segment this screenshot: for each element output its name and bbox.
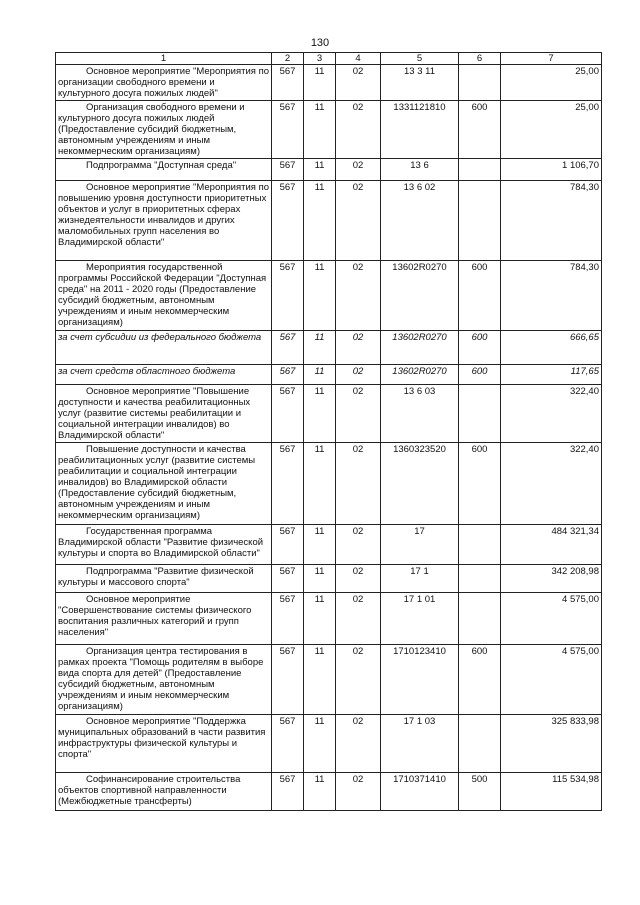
page-number: 130 (310, 37, 330, 49)
expense-type (459, 181, 501, 261)
section-code: 567 (272, 525, 304, 565)
table-row (56, 525, 602, 565)
section-code: 567 (272, 331, 304, 365)
row-name-text: Подпрограмма "Доступная среда" (86, 160, 237, 171)
subsection2-code: 02 (336, 565, 381, 593)
row-name-text: за счет средств областного бюджета (58, 366, 236, 377)
expense-type (459, 715, 501, 773)
row-name (56, 773, 272, 811)
subsection-code: 11 (304, 159, 336, 181)
row-name-text: Подпрограмма "Развитие физической культуры и массового спорта" (58, 566, 254, 588)
row-name (56, 65, 272, 101)
table-row (56, 159, 602, 181)
table-row (56, 261, 602, 331)
subsection2-code: 02 (336, 593, 381, 645)
row-name (56, 715, 272, 773)
section-code: 567 (272, 101, 304, 159)
table-row (56, 365, 602, 385)
row-name (56, 593, 272, 645)
header-row (56, 53, 602, 65)
table-row (56, 181, 602, 261)
section-code: 567 (272, 159, 304, 181)
amount: 784,30 (501, 181, 602, 261)
target-code: 1710123410 (381, 645, 459, 715)
subsection-code: 11 (304, 715, 336, 773)
section-code: 567 (272, 365, 304, 385)
target-code: 13 6 03 (381, 385, 459, 443)
amount: 1 106,70 (501, 159, 602, 181)
amount: 322,40 (501, 385, 602, 443)
subsection2-code: 02 (336, 261, 381, 331)
header-col-1: 1 (56, 53, 272, 65)
subsection-code: 11 (304, 565, 336, 593)
row-name-text: Организация центра тестирования в рамках проекта "Помощь родителям в выборе вида спорта для детей" (Предоставление субсидий бюджетным, автономным учреждениям и иным некоммерческим организациям) (58, 646, 264, 712)
subsection-code: 11 (304, 261, 336, 331)
subsection-code: 11 (304, 385, 336, 443)
row-name-text: за счет субсидии из федерального бюджета (58, 332, 262, 343)
subsection2-code: 02 (336, 385, 381, 443)
header-col-2: 2 (272, 53, 304, 65)
row-name (56, 101, 272, 159)
target-code: 13602R0270 (381, 365, 459, 385)
expense-type: 600 (459, 365, 501, 385)
table-row (56, 65, 602, 101)
subsection-code: 11 (304, 645, 336, 715)
header-col-6: 6 (459, 53, 501, 65)
header-col-4: 4 (336, 53, 381, 65)
row-name-text: Софинансирование строительства объектов спортивной направленности (Межбюджетные трансферты) (58, 774, 241, 807)
row-name-text: Государственная программа Владимирской области "Развитие физической культуры и спорта во Владимирской области" (58, 526, 264, 559)
target-code: 17 (381, 525, 459, 565)
expense-type: 600 (459, 331, 501, 365)
table-row (56, 101, 602, 159)
row-name (56, 159, 272, 181)
row-name (56, 365, 272, 385)
target-code: 13602R0270 (381, 261, 459, 331)
row-name (56, 331, 272, 365)
row-name (56, 443, 272, 525)
row-name-text: Повышение доступности и качества реабилитационных услуг (развитие системы реабилитации и социальной интеграции инвалидов) во Владимирской области (Предоставление субсидий бюджетным, автономным учреждениям и иным некоммерческим организациям) (58, 444, 256, 521)
amount: 4 575,00 (501, 593, 602, 645)
target-code: 17 1 03 (381, 715, 459, 773)
expense-type: 600 (459, 261, 501, 331)
subsection-code: 11 (304, 593, 336, 645)
section-code: 567 (272, 645, 304, 715)
subsection-code: 11 (304, 365, 336, 385)
amount: 666,65 (501, 331, 602, 365)
header-col-3: 3 (304, 53, 336, 65)
section-code: 567 (272, 773, 304, 811)
target-code: 1710371410 (381, 773, 459, 811)
subsection2-code: 02 (336, 525, 381, 565)
subsection2-code: 02 (336, 181, 381, 261)
row-name (56, 261, 272, 331)
section-code: 567 (272, 565, 304, 593)
row-name-text: Основное мероприятие "Повышение доступности и качества реабилитационных услуг (развитие системы реабилитации и социальной интеграции инвалидов) во Владимирской области" (58, 386, 251, 441)
table-row (56, 593, 602, 645)
section-code: 567 (272, 65, 304, 101)
amount: 4 575,00 (501, 645, 602, 715)
target-code: 13 6 02 (381, 181, 459, 261)
expense-type (459, 565, 501, 593)
subsection-code: 11 (304, 525, 336, 565)
target-code: 1360323520 (381, 443, 459, 525)
expense-type (459, 159, 501, 181)
section-code: 567 (272, 715, 304, 773)
expense-type (459, 593, 501, 645)
row-name (56, 565, 272, 593)
amount: 342 208,98 (501, 565, 602, 593)
expense-type (459, 385, 501, 443)
amount: 325 833,98 (501, 715, 602, 773)
subsection2-code: 02 (336, 101, 381, 159)
target-code: 17 1 01 (381, 593, 459, 645)
subsection-code: 11 (304, 773, 336, 811)
table-row (56, 565, 602, 593)
section-code: 567 (272, 443, 304, 525)
table-row (56, 443, 602, 525)
subsection2-code: 02 (336, 773, 381, 811)
subsection2-code: 02 (336, 443, 381, 525)
header-col-7: 7 (501, 53, 602, 65)
subsection2-code: 02 (336, 645, 381, 715)
row-name-text: Основное мероприятие "Мероприятия по организации свободного времени и культурного досуга пожилых людей" (58, 66, 270, 99)
subsection2-code: 02 (336, 159, 381, 181)
row-name (56, 525, 272, 565)
subsection-code: 11 (304, 181, 336, 261)
subsection-code: 11 (304, 443, 336, 525)
amount: 25,00 (501, 65, 602, 101)
amount: 784,30 (501, 261, 602, 331)
expense-type: 600 (459, 101, 501, 159)
target-code: 1331121810 (381, 101, 459, 159)
row-name-text: Основное мероприятие "Поддержка муниципальных образований в части развития инфраструктуры физической культуры и спорта" (58, 716, 266, 760)
table-row (56, 385, 602, 443)
target-code: 13 3 11 (381, 65, 459, 101)
subsection2-code: 02 (336, 365, 381, 385)
budget-table (55, 52, 602, 811)
subsection-code: 11 (304, 331, 336, 365)
section-code: 567 (272, 593, 304, 645)
amount: 484 321,34 (501, 525, 602, 565)
section-code: 567 (272, 181, 304, 261)
expense-type (459, 525, 501, 565)
row-name (56, 385, 272, 443)
row-name-text: Организация свободного времени и культурного досуга пожилых людей (Предоставление субсидий бюджетным, автономным учреждениям и иным некоммерческим организациям) (58, 102, 245, 157)
subsection-code: 11 (304, 101, 336, 159)
table-row (56, 715, 602, 773)
table-row (56, 645, 602, 715)
section-code: 567 (272, 385, 304, 443)
row-name (56, 181, 272, 261)
subsection-code: 11 (304, 65, 336, 101)
row-name-text: Мероприятия государственной программы Российской Федерации "Доступная среда" на 2011 - 2020 годы (Предоставление субсидий бюджетным, автономным учреждениям и иным некоммерческим организациям) (58, 262, 267, 328)
subsection2-code: 02 (336, 715, 381, 773)
header-col-5: 5 (381, 53, 459, 65)
expense-type: 500 (459, 773, 501, 811)
row-name-text: Основное мероприятие "Мероприятия по повышению уровня доступности приоритетных объектов и услуг в приоритетных сферах жизнедеятельности инвалидов и других маломобильных групп населения во Владимирской области" (58, 182, 270, 248)
subsection2-code: 02 (336, 331, 381, 365)
amount: 115 534,98 (501, 773, 602, 811)
target-code: 13602R0270 (381, 331, 459, 365)
subsection2-code: 02 (336, 65, 381, 101)
table-row (56, 773, 602, 811)
target-code: 13 6 (381, 159, 459, 181)
amount: 25,00 (501, 101, 602, 159)
target-code: 17 1 (381, 565, 459, 593)
section-code: 567 (272, 261, 304, 331)
amount: 117,65 (501, 365, 602, 385)
expense-type: 600 (459, 443, 501, 525)
expense-type (459, 65, 501, 101)
table-row (56, 331, 602, 365)
row-name (56, 645, 272, 715)
expense-type: 600 (459, 645, 501, 715)
row-name-text: Основное мероприятие "Совершенствование системы физического воспитания различных категорий и групп населения" (58, 594, 252, 638)
amount: 322,40 (501, 443, 602, 525)
